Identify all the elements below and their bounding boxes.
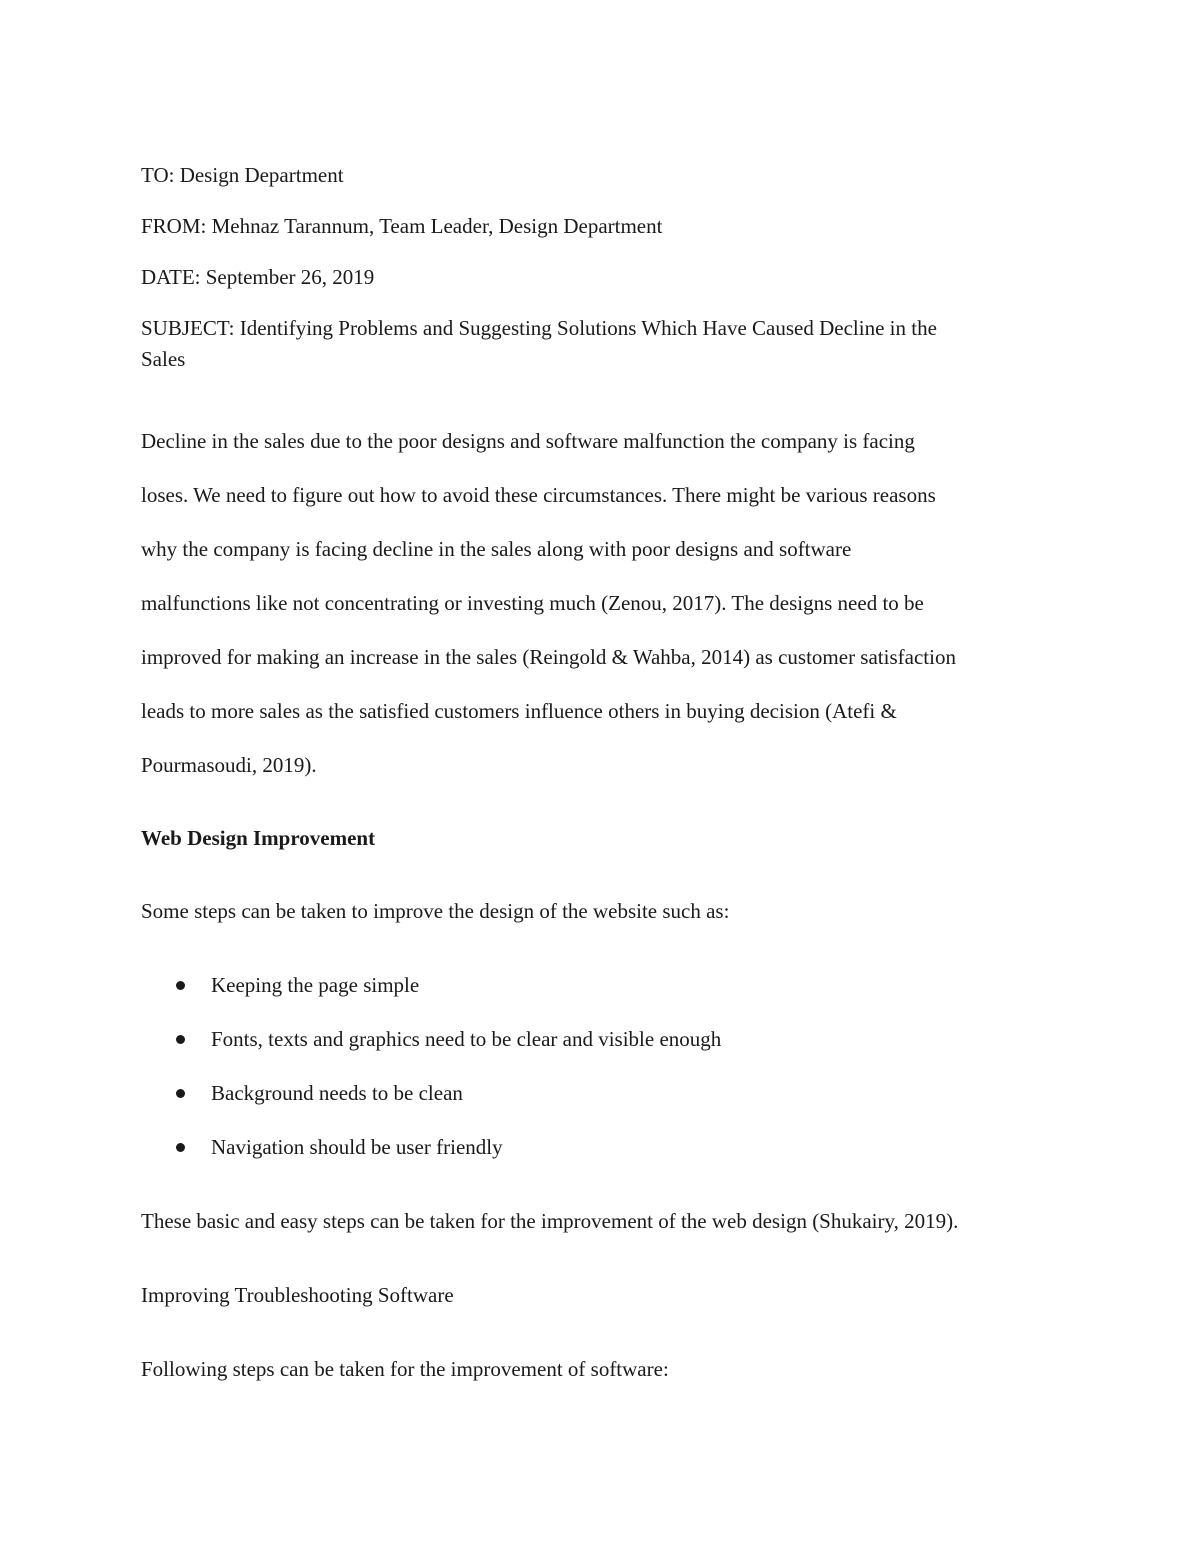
intro-line: loses. We need to figure out how to avoid these circumstances. There might be various reasons <box>141 483 936 507</box>
intro-paragraph <box>141 414 1071 792</box>
list-item <box>141 1132 1071 1186</box>
bullet-icon <box>176 1089 185 1098</box>
list-item <box>141 1078 1071 1132</box>
intro-line: malfunctions like not concentrating or investing much (Zenou, 2017). The designs need to be <box>141 591 924 615</box>
bullet-icon <box>176 981 185 990</box>
section-heading-software: Improving Troubleshooting Software <box>141 1283 454 1307</box>
memo-from: FROM: Mehnaz Tarannum, Team Leader, Design Department <box>141 214 663 238</box>
memo-subject <box>141 313 1071 375</box>
bullet-icon <box>176 1143 185 1152</box>
memo-to: TO: Design Department <box>141 163 344 187</box>
list-item-text: Keeping the page simple <box>211 973 420 997</box>
memo-subject-line: SUBJECT: Identifying Problems and Suggesting Solutions Which Have Caused Decline in the <box>141 316 937 340</box>
memo-subject-line: Sales <box>141 347 186 371</box>
list-item-text: Background needs to be clean <box>211 1081 463 1105</box>
software-lead: Following steps can be taken for the improvement of software: <box>141 1357 669 1381</box>
section-heading-web-design: Web Design Improvement <box>141 826 376 850</box>
list-item <box>141 1024 1071 1078</box>
web-design-lead: Some steps can be taken to improve the design of the website such as: <box>141 899 730 923</box>
intro-line: Decline in the sales due to the poor designs and software malfunction the company is facing <box>141 429 915 453</box>
list-item-text: Navigation should be user friendly <box>211 1135 503 1159</box>
list-item <box>141 970 1071 1024</box>
intro-line: Pourmasoudi, 2019). <box>141 753 317 777</box>
list-item-text: Fonts, texts and graphics need to be clear and visible enough <box>211 1027 722 1051</box>
intro-line: why the company is facing decline in the sales along with poor designs and software <box>141 537 852 561</box>
web-design-bullet-list <box>141 970 1071 1186</box>
intro-line: leads to more sales as the satisfied customers influence others in buying decision (Atefi & <box>141 699 897 723</box>
bullet-icon <box>176 1035 185 1044</box>
web-design-conclusion: These basic and easy steps can be taken for the improvement of the web design (Shukairy, 2019). <box>141 1209 959 1233</box>
memo-date: DATE: September 26, 2019 <box>141 265 375 289</box>
intro-line: improved for making an increase in the sales (Reingold & Wahba, 2014) as customer satisfaction <box>141 645 956 669</box>
